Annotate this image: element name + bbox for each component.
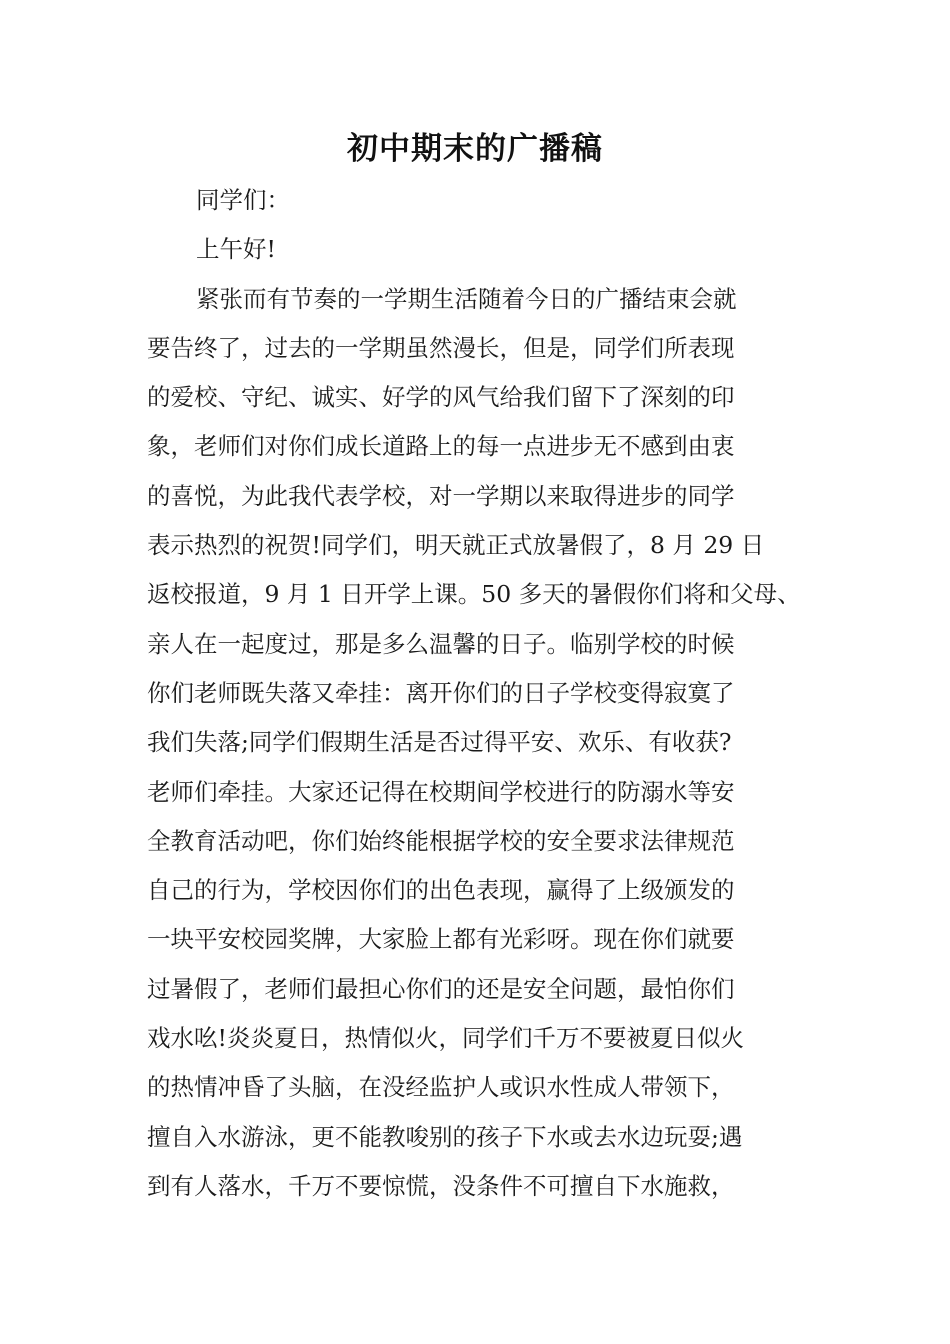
paragraph-line: 到有人落水，千万不要惊慌，没条件不可擅自下水施救， [147, 1171, 735, 1200]
document-body [147, 176, 807, 1211]
paragraph-line: 一块平安校园奖牌，大家脸上都有光彩呀。现在你们就要 [147, 925, 735, 954]
paragraph-line: 我们失落;同学们假期生活是否过得平安、欢乐、有收获? [147, 728, 732, 757]
paragraph-line: 表示热烈的祝贺!同学们，明天就正式放暑假了，8 月 29 日 [147, 531, 765, 560]
paragraph-line: 的爱校、守纪、诚实、好学的风气给我们留下了深刻的印 [147, 383, 735, 412]
paragraph-line: 戏水吆!炎炎夏日，热情似火，同学们千万不要被夏日似火 [147, 1024, 744, 1053]
paragraph-line: 你们老师既失落又牵挂：离开你们的日子学校变得寂寞了 [147, 678, 735, 707]
paragraph-line: 自己的行为，学校因你们的出色表现，赢得了上级颁发的 [147, 876, 735, 905]
greeting-line: 同学们： [196, 186, 290, 214]
paragraph-line: 亲人在一起度过，那是多么温馨的日子。临别学校的时候 [147, 629, 735, 658]
document-title: 初中期末的广播稿 [347, 131, 603, 167]
paragraph-line: 的热情冲昏了头脑，在没经监护人或识水性成人带领下， [147, 1073, 735, 1102]
paragraph-line: 返校报道，9 月 1 日开学上课。50 多天的暑假你们将和父母、 [147, 580, 801, 609]
salutation-line: 上午好! [196, 235, 276, 264]
paragraph-line: 老师们牵挂。大家还记得在校期间学校进行的防溺水等安 [147, 777, 735, 806]
paragraph-line: 的喜悦，为此我代表学校，对一学期以来取得进步的同学 [147, 481, 735, 510]
paragraph-line: 紧张而有节奏的一学期生活随着今日的广播结束会就 [196, 284, 737, 313]
paragraph-line: 要告终了，过去的一学期虽然漫长，但是，同学们所表现 [147, 333, 735, 362]
paragraph-line: 象，老师们对你们成长道路上的每一点进步无不感到由衷 [147, 432, 735, 461]
paragraph-line: 过暑假了，老师们最担心你们的还是安全问题，最怕你们 [147, 974, 735, 1003]
paragraph-line: 全教育活动吧，你们始终能根据学校的安全要求法律规范 [147, 826, 735, 855]
paragraph-line: 擅自入水游泳，更不能教唆别的孩子下水或去水边玩耍;遇 [147, 1122, 743, 1151]
